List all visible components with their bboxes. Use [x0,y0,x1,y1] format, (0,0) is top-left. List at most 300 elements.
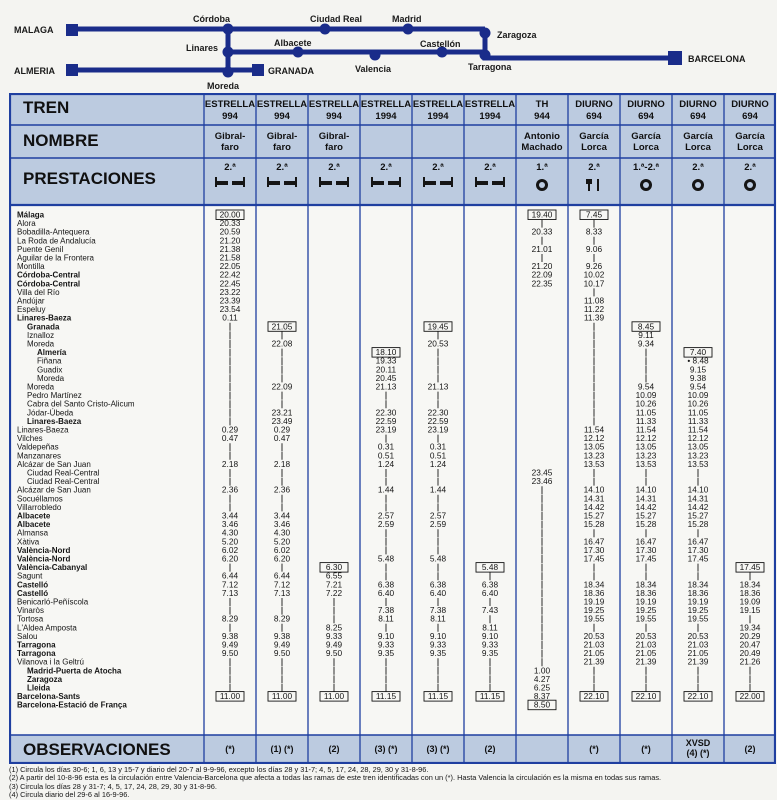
time-cell: 10.26 [635,398,657,409]
time-cell: 22.59 [427,415,449,426]
time-cell: 2.59 [377,519,395,530]
station-name: Vilches [17,434,43,444]
madrid-node [403,24,414,35]
train-type: ESTRELLA [256,99,308,110]
time-cell: 20.53 [427,338,449,349]
train-name: Lorca [737,142,763,153]
train-name: Gibral- [318,131,350,142]
granada-terminal [252,64,264,76]
station-name: Córdoba-Central [17,279,81,289]
train-name: Machado [521,142,563,153]
header-prestaciones: PRESTACIONES [23,169,156,188]
time-cell: 20.59 [219,226,241,237]
time-cell: 4.27 [533,673,551,684]
station-name: Albacete [17,520,51,530]
time-cell: 7.13 [221,587,239,598]
time-cell: 16.47 [635,536,657,547]
train-type: DIURNO [627,99,665,110]
time-cell: 14.10 [583,484,605,495]
cafeteria-icon [536,179,548,191]
time-cell: 18.36 [739,587,761,598]
header-tren: TREN [23,98,70,117]
train-number: 1994 [479,111,501,122]
train-name: Gibral- [266,131,298,142]
time-cell: 20.33 [531,226,553,237]
time-cell: 2.18 [273,458,291,469]
time-cell: 6.38 [377,579,395,590]
time-cell: 9.33 [377,639,395,650]
time-cell: 22.35 [531,278,553,289]
station-name: Ciudad Real-Central [27,477,100,487]
time-cell: 4.30 [221,527,239,538]
time-cell: 21.03 [635,639,657,650]
time-cell: 15.27 [583,510,605,521]
time-cell: 17.45 [739,562,761,573]
time-cell: 5.20 [273,536,291,547]
time-cell: 13.53 [635,458,657,469]
observation-ref: (*) [225,744,235,754]
time-cell: 23.46 [531,476,553,487]
time-cell: 0.11 [222,312,238,323]
station-name: Sagunt [17,571,43,581]
train-number: 694 [638,111,654,122]
time-cell: 9.38 [273,630,291,641]
time-cell: 9.33 [481,639,499,650]
time-cell: 21.05 [635,648,657,659]
train-type: ESTRELLA [308,99,360,110]
time-cell: 2.57 [429,510,447,521]
train-type: ESTRELLA [412,99,464,110]
time-cell: 19.19 [635,596,657,607]
time-cell: 21.39 [635,656,657,667]
train-type: DIURNO [575,99,613,110]
time-cell: 21.13 [427,381,449,392]
time-cell: 20.00 [219,209,241,220]
time-cell: 16.47 [687,536,709,547]
time-cell: 0.29 [273,424,291,435]
time-cell: 11.54 [583,424,605,435]
train-class: 2.ª [484,162,496,173]
observation-ref: (2) [328,744,340,754]
time-cell: 14.42 [687,501,709,512]
time-cell: 8.45 [637,321,655,332]
time-cell: 9.50 [325,648,343,659]
time-cell: 14.42 [583,501,605,512]
train-class: 2.ª [692,162,704,173]
time-cell: 17.30 [687,544,709,555]
time-cell: 22.00 [739,691,761,702]
time-cell: 7.21 [325,579,343,590]
station-name: Aguilar de la Frontera [17,253,94,263]
time-cell: 6.44 [273,570,291,581]
time-cell: 20.29 [739,630,761,641]
station-name: La Roda de Andalucía [17,236,96,246]
time-cell: 22.08 [271,338,293,349]
station-name: Socuéllamos [17,494,63,504]
header-nombre: NOMBRE [23,131,99,150]
station-name: Madrid-Puerta de Atocha [27,666,122,676]
train-type: ESTRELLA [204,99,256,110]
map-label-moreda: Moreda [207,81,240,91]
time-cell: 8.50 [533,699,551,710]
time-cell: 19.45 [427,321,449,332]
station-name: Manzanares [17,451,62,461]
time-cell: 8.25 [325,622,343,633]
time-cell: 22.10 [583,691,605,702]
train-class: 2.ª [588,162,600,173]
map-label-almeria: ALMERIA [14,66,55,76]
time-cell: 3.46 [221,519,239,530]
time-cell: 18.36 [635,587,657,598]
time-cell: 21.01 [531,243,553,254]
time-cell: 11.39 [583,312,605,323]
time-cell: 13.23 [583,450,605,461]
station-name: Pedro Martínez [27,391,82,401]
map-label-albacete: Albacete [274,38,312,48]
time-cell: 20.53 [687,630,709,641]
time-cell: 18.34 [739,579,761,590]
train-name: Antonio [524,131,560,142]
footnote: (3) Circula los días 28 y 31-7; 4, 5, 17, 24, 28, 29, 30 y 31-8-96. [9,782,217,791]
time-cell: 2.59 [429,519,447,530]
time-cell: 19.09 [739,596,761,607]
time-cell: 11.05 [687,407,709,418]
time-cell: 8.11 [378,613,394,624]
time-cell: 9.38 [689,372,707,383]
station-name: Almería [37,348,67,358]
time-cell: 9.35 [429,648,447,659]
time-cell: 1.00 [533,665,551,676]
time-cell: 19.55 [687,613,709,624]
time-cell: 21.20 [219,235,241,246]
station-name: Alora [17,219,36,229]
time-cell: 18.10 [375,347,397,358]
time-cell: 18.34 [583,579,605,590]
time-cell: 11.08 [583,295,605,306]
map-label-tarragona: Tarragona [468,62,512,72]
time-cell: 6.25 [533,682,551,693]
time-cell: 17.30 [583,544,605,555]
time-cell: 5.48 [481,562,499,573]
station-name: Guadix [37,365,63,375]
time-cell: 12.12 [583,433,605,444]
station-name: Moreda [37,373,65,383]
time-cell: 20.49 [739,648,761,659]
time-cell: 14.31 [687,493,709,504]
valencia-node [370,50,381,61]
observation-ref: (*) [641,744,651,754]
time-cell: 21.20 [531,261,553,272]
time-cell: • 8.48 [687,355,709,366]
time-cell: 20.11 [375,364,397,375]
time-cell: 8.11 [482,622,498,633]
observation-ref: (3) (*) [374,744,398,754]
time-cell: 6.20 [273,553,291,564]
time-cell: 18.36 [687,587,709,598]
train-class: 1.ª-2.ª [632,162,660,173]
train-number: 994 [222,111,238,122]
station-name: Tarragona [17,649,56,659]
time-cell: 19.25 [687,605,709,616]
time-cell: 11.15 [427,691,449,702]
time-cell: 20.33 [219,218,241,229]
time-cell: 8.11 [430,613,446,624]
train-name: faro [325,142,343,153]
timetable [9,93,776,764]
time-cell: 0.51 [429,450,447,461]
station-name: Málaga [17,210,45,220]
almeria-terminal [66,64,78,76]
time-cell: 9.50 [221,648,239,659]
train-type: ESTRELLA [464,99,516,110]
station-name: Granada [27,322,60,332]
time-cell: 20.45 [375,372,397,383]
time-cell: 6.40 [429,587,447,598]
station-name: Lleida [27,683,51,693]
time-cell: 11.54 [687,424,709,435]
train-class: 2.ª [432,162,444,173]
station-name: Fiñana [37,356,62,366]
train-class: 2.ª [744,162,756,173]
time-cell: 11.22 [583,304,605,315]
time-cell: 10.17 [583,278,605,289]
time-cell: 22.42 [219,269,241,280]
time-cell: 17.45 [583,553,605,564]
station-name: València-Nord [17,545,71,555]
header-observaciones: OBSERVACIONES [23,740,171,759]
time-cell: 21.05 [271,321,293,332]
station-name: València-Nord [17,554,71,564]
time-cell: 6.40 [481,587,499,598]
time-cell: 19.19 [687,596,709,607]
map-label-zaragoza: Zaragoza [497,30,537,40]
time-cell: 8.37 [533,691,551,702]
time-cell: 9.33 [429,639,447,650]
time-cell: 22.10 [687,691,709,702]
station-name: Vinaròs [17,606,44,616]
time-cell: 6.40 [377,587,395,598]
train-number: 694 [586,111,602,122]
time-cell: 14.42 [635,501,657,512]
time-cell: 21.03 [583,639,605,650]
time-cell: 10.02 [583,269,605,280]
station-name: Andújar [17,296,45,306]
time-cell: 13.05 [583,441,605,452]
time-cell: 9.10 [481,630,499,641]
time-cell: 15.27 [635,510,657,521]
time-cell: 19.19 [583,596,605,607]
observation-ref: (3) (*) [426,744,450,754]
station-name: Xàtiva [17,537,40,547]
time-cell: 21.38 [219,243,241,254]
route-map [0,0,777,92]
station-name: Linares-Baeza [17,425,69,435]
train-name: García [683,131,713,142]
map-label-granada: GRANADA [268,66,314,76]
train-class: 1.ª [536,162,548,173]
time-cell: 21.13 [375,381,397,392]
train-class: 2.ª [328,162,340,173]
time-cell: 14.10 [687,484,709,495]
time-cell: 19.15 [739,605,761,616]
time-cell: 5.48 [429,553,447,564]
map-label-castellon: Castellón [420,39,461,49]
station-name: Castelló [17,588,49,598]
time-cell: 7.45 [585,209,603,220]
time-cell: 11.00 [271,691,293,702]
time-cell: 21.05 [583,648,605,659]
train-number: 694 [690,111,706,122]
station-name: Vilanova i la Geltrú [17,657,84,667]
train-name: García [631,131,661,142]
ciudad-real-node [320,24,331,35]
station-name: Benicarló-Peñíscola [17,597,89,607]
train-type: DIURNO [731,99,769,110]
time-cell: 11.15 [479,691,501,702]
station-name: Tortosa [17,614,44,624]
station-name: Zaragoza [27,674,63,684]
train-name: faro [221,142,239,153]
time-cell: 5.20 [221,536,239,547]
time-cell: 15.28 [583,519,605,530]
time-cell: 22.59 [375,415,397,426]
train-number: 694 [742,111,758,122]
train-type: ESTRELLA [360,99,412,110]
footnote: (1) Circula los días 30-6; 1, 6, 13 y 15-7 y diario del 20-7 al 9-9-96, excepto los días 28 y 31-7; 4, 5, 17, 24, 28, 29, 30 y 31-8-96. [9,766,429,774]
station-name: Linares-Baeza [27,416,82,426]
train-number: 994 [326,111,342,122]
footnotes [9,766,774,800]
time-cell: 13.53 [687,458,709,469]
time-cell: 0.29 [221,424,239,435]
time-cell: 0.31 [429,441,447,452]
time-cell: 4.30 [273,527,291,538]
time-cell: 20.53 [583,630,605,641]
time-cell: 13.53 [583,458,605,469]
footnote: (4) Circula diario del 29-6 al 16-9-96. [9,791,130,800]
time-cell: 19.55 [635,613,657,624]
time-cell: 17.45 [635,553,657,564]
time-cell: 10.09 [687,390,709,401]
station-name: Tarragona [17,640,56,650]
station-name: Castelló [17,580,49,590]
train-class: 2.ª [276,162,288,173]
train-type: DIURNO [679,99,717,110]
time-cell: 11.15 [375,691,397,702]
station-name: Jódar-Úbeda [27,408,74,418]
time-cell: 8.29 [221,613,239,624]
station-name: Montilla [17,262,45,272]
time-cell: 0.47 [273,433,291,444]
time-cell: 11.33 [687,415,709,426]
time-cell: 9.10 [377,630,395,641]
time-cell: 2.36 [221,484,239,495]
time-cell: 21.58 [219,252,241,263]
observation-ref: (4) (*) [686,748,710,758]
time-cell: 19.25 [635,605,657,616]
time-cell: 2.57 [377,510,395,521]
time-cell: 13.05 [687,441,709,452]
time-cell: 5.48 [377,553,395,564]
time-cell: 1.24 [377,458,395,469]
time-cell: 9.10 [429,630,447,641]
time-cell: 8.33 [585,226,603,237]
time-cell: 0.51 [377,450,395,461]
station-name: Albacete [17,511,51,521]
time-cell: 3.46 [273,519,291,530]
time-cell: 18.34 [635,579,657,590]
time-cell: 22.45 [219,278,241,289]
time-cell: 6.38 [429,579,447,590]
train-number: 994 [274,111,290,122]
station-name: Barcelona-Sants [17,692,81,702]
time-cell: 22.09 [531,269,553,280]
time-cell: 23.49 [271,415,293,426]
station-name: Valdepeñas [17,442,59,452]
time-cell: 17.30 [635,544,657,555]
time-cell: 7.43 [481,605,499,616]
station-name: Ciudad Real-Central [27,468,100,478]
time-cell: 7.12 [273,579,291,590]
time-cell: 22.09 [271,381,293,392]
time-cell: 21.39 [583,656,605,667]
time-cell: 9.38 [221,630,239,641]
train-name: faro [273,142,291,153]
time-cell: 13.23 [687,450,709,461]
time-cell: 19.25 [583,605,605,616]
observation-ref: (1) (*) [270,744,294,754]
time-cell: 9.49 [273,639,291,650]
time-cell: 20.47 [739,639,761,650]
time-cell: 6.20 [221,553,239,564]
time-cell: 9.50 [273,648,291,659]
station-name: Espeluy [17,305,46,315]
time-cell: 2.36 [273,484,291,495]
malaga-terminal [66,24,78,36]
station-name: Alcázar de San Juan [17,459,91,469]
station-name: L'Aldea Amposta [17,623,77,633]
time-cell: 21.03 [687,639,709,650]
time-cell: 11.00 [219,691,241,702]
time-cell: 21.26 [739,656,761,667]
time-cell: 6.44 [221,570,239,581]
time-cell: 11.00 [323,691,345,702]
cafeteria-icon [640,179,652,191]
zaragoza-node [480,28,491,39]
time-cell: 23.22 [219,286,241,297]
station-name: Villa del Río [17,287,60,297]
time-cell: 9.49 [325,639,343,650]
time-cell: 9.26 [585,261,603,272]
time-cell: 14.10 [635,484,657,495]
station-name: València-Cabanyal [17,563,88,573]
time-cell: 7.13 [273,587,291,598]
station-name: Cabra del Santo Cristo-Alicum [27,399,135,409]
time-cell: 12.12 [687,433,709,444]
time-cell: 16.47 [583,536,605,547]
map-label-cordoba: Córdoba [193,14,230,24]
time-cell: 19.34 [739,622,761,633]
time-cell: 9.35 [377,648,395,659]
cafeteria-icon [744,179,756,191]
time-cell: 18.34 [687,579,709,590]
time-cell: 23.54 [219,304,241,315]
train-class: 2.ª [380,162,392,173]
time-cell: 7.12 [221,579,239,590]
time-cell: 15.27 [687,510,709,521]
train-name: García [735,131,765,142]
map-label-barcelona: BARCELONA [688,54,746,64]
